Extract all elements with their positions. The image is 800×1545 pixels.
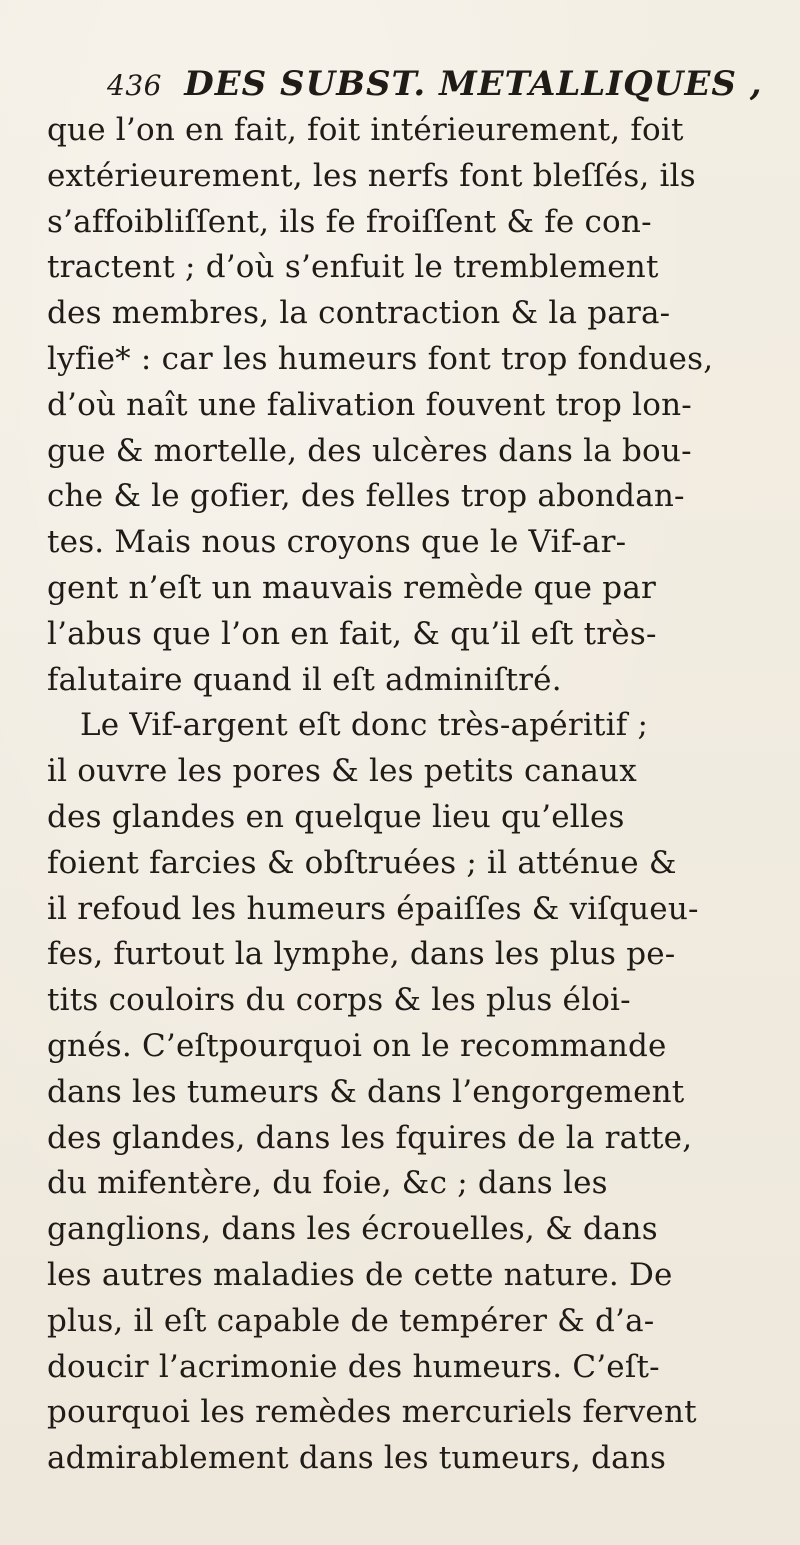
text-block	[47, 58, 787, 1482]
text-line: che & le gofier, des felles trop abondan-	[47, 478, 685, 515]
text-line: que l’on en fait, foit intérieurement, foit	[47, 112, 684, 148]
text-line: plus, il eſt capable de tempérer & d’a-	[47, 1302, 655, 1339]
text-line: lyfie* : car les humeurs font trop fondues,	[47, 340, 714, 377]
running-head	[107, 58, 787, 108]
text-line: doucir l’acrimonie des humeurs. C’eſt-	[47, 1348, 660, 1385]
text-line: les autres maladies de cette nature. De	[47, 1256, 673, 1293]
text-line: tractent ; d’où s’enfuit le tremblement	[47, 249, 659, 286]
page-number: 436	[107, 69, 162, 102]
text-line: admirablement dans les tumeurs, dans	[47, 1440, 667, 1477]
text-line: du mifentère, du foie, &c ; dans les	[47, 1165, 608, 1202]
text-line: il refoud les humeurs épaiſſes & viſqueu-	[47, 890, 699, 927]
text-line: foient farcies & obſtruées ; il atténue &	[47, 844, 677, 881]
text-line: falutaire quand il eſt adminiſtré.	[47, 661, 562, 698]
text-line: des glandes, dans les fquires de la ratte,	[47, 1119, 693, 1156]
paragraph-start-line: Le Vif-argent eſt donc très-apéritif ;	[80, 707, 649, 744]
text-line: pourquoi les remèdes mercuriels fervent	[47, 1394, 697, 1431]
text-line: s’affoibliſſent, ils fe froiſſent & fe con-	[47, 203, 652, 240]
running-title: DES SUBST. METALLIQUES ,	[184, 64, 763, 104]
text-line: gue & mortelle, des ulcères dans la bou-	[47, 432, 692, 469]
text-line: tits couloirs du corps & les plus éloi-	[47, 982, 631, 1019]
text-line: gnés. C’eſtpourquoi on le recommande	[47, 1027, 667, 1064]
text-line: tes. Mais nous croyons que le Vif-ar-	[47, 524, 627, 561]
text-line: fes, furtout la lymphe, dans les plus pe-	[47, 936, 676, 973]
text-line: d’où naît une falivation fouvent trop lon-	[47, 386, 692, 423]
text-line: extérieurement, les nerfs font bleſſés, ils	[47, 157, 696, 194]
text-line: l’abus que l’on en fait, & qu’il eſt très-	[47, 615, 657, 652]
text-line: il ouvre les pores & les petits canaux	[47, 753, 637, 790]
text-line: des glandes en quelque lieu qu’elles	[47, 798, 625, 835]
text-line: dans les tumeurs & dans l’engorgement	[47, 1073, 685, 1110]
text-line: gent n’eſt un mauvais remède que par	[47, 569, 657, 606]
body-text	[47, 108, 787, 1482]
text-line: des membres, la contraction & la para-	[47, 295, 671, 332]
text-line: ganglions, dans les écrouelles, & dans	[47, 1211, 658, 1248]
